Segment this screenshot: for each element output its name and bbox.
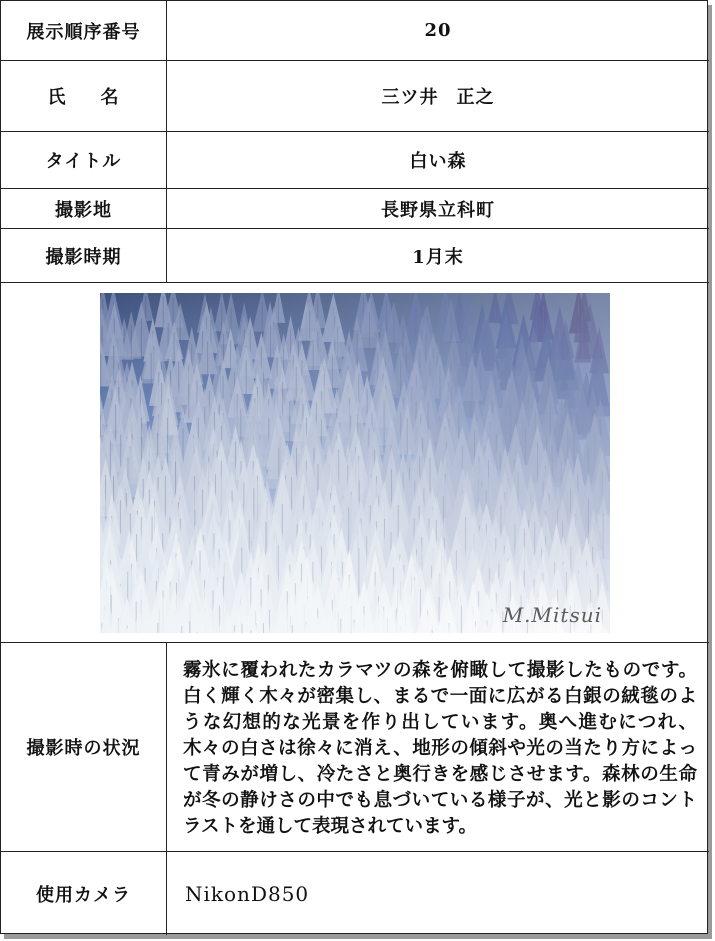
name-value [167, 61, 709, 131]
camera-label: 使用カメラ [1, 852, 167, 935]
name-label [1, 61, 167, 131]
row-location [1, 189, 709, 229]
title-label: タイトル [1, 132, 167, 188]
row-photo [1, 283, 709, 643]
row-camera [1, 852, 709, 935]
situation-text: 霧氷に覆われたカラマツの森を俯瞰して撮影したものです。白く輝く木々が密集し、まるで一面に広がる白銀の絨毯のような幻想的な光景を作り出しています。奥へ進むにつれ、木々の白さは徐々に消え、地形の傾斜や光の当たり方によって青みが増し、冷たさと奥行きを感じさせます。森林の生命が冬の静けさの中でも息づいている様子が、光と影のコントラストを通して表現されています。 [183, 660, 697, 837]
surname: 三ツ井 [381, 87, 439, 108]
row-situation [1, 643, 709, 852]
location-label: 撮影地 [1, 189, 167, 228]
number-label: 展示順序番号 [1, 1, 167, 60]
row-period [1, 229, 709, 283]
photographer-signature: M.Mitsui [502, 602, 602, 627]
forest-photo [100, 293, 610, 633]
period-value: 1月末 [412, 246, 464, 268]
name-label-first: 氏 [47, 87, 67, 108]
forest-photo-image [100, 293, 610, 633]
title-value: 白い森 [409, 151, 467, 172]
row-title [1, 132, 709, 189]
location-value: 長野県立科町 [381, 199, 495, 221]
situation-label: 撮影時の状況 [1, 643, 167, 851]
camera-value: NikonD850 [185, 881, 310, 906]
row-number [1, 1, 709, 61]
period-label: 撮影時期 [1, 229, 167, 282]
row-name [1, 61, 709, 132]
name-label-second: 名 [100, 87, 120, 108]
number-value: 20 [424, 20, 452, 41]
given-name: 正之 [456, 87, 495, 108]
